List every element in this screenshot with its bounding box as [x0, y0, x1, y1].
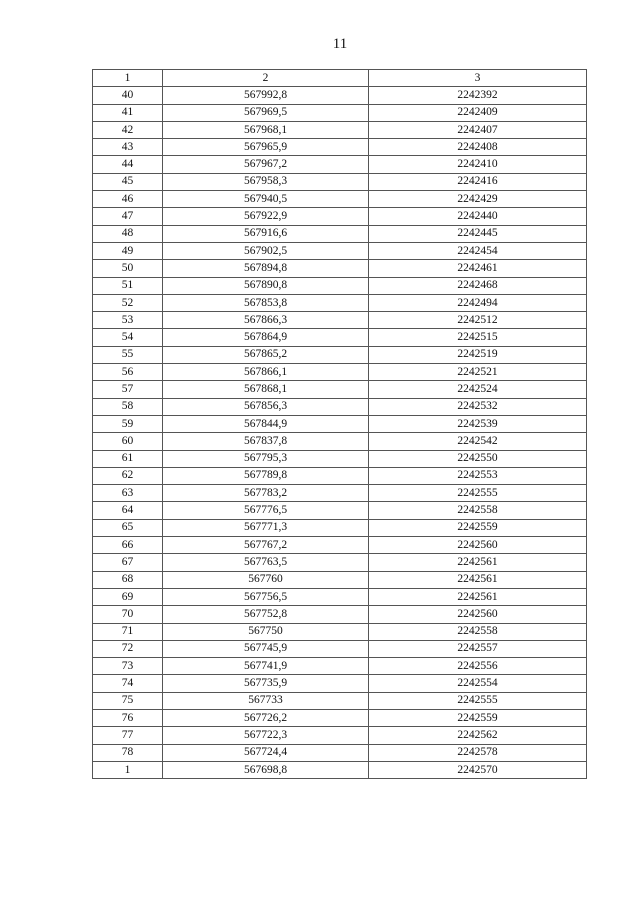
point-number-cell: 40: [93, 87, 163, 104]
table-row: [93, 450, 587, 467]
table-row: [93, 104, 587, 121]
table-row: [93, 398, 587, 415]
y-coordinate-cell: 2242416: [369, 173, 587, 190]
point-number-cell: 1: [93, 761, 163, 778]
point-number-cell: 60: [93, 433, 163, 450]
point-number-cell: 63: [93, 485, 163, 502]
point-number-cell: 56: [93, 364, 163, 381]
table-row: [93, 519, 587, 536]
point-number-cell: 75: [93, 692, 163, 709]
table-row: [93, 156, 587, 173]
x-coordinate-cell: 567756,5: [163, 588, 369, 605]
table-row: [93, 588, 587, 605]
y-coordinate-cell: 2242461: [369, 260, 587, 277]
point-number-cell: 57: [93, 381, 163, 398]
y-coordinate-cell: 2242468: [369, 277, 587, 294]
x-coordinate-cell: 567783,2: [163, 485, 369, 502]
table-row: [93, 364, 587, 381]
x-coordinate-cell: 567698,8: [163, 761, 369, 778]
x-coordinate-cell: 567958,3: [163, 173, 369, 190]
table-row: [93, 537, 587, 554]
x-coordinate-cell: 567922,9: [163, 208, 369, 225]
table-row: [93, 173, 587, 190]
y-coordinate-cell: 2242494: [369, 294, 587, 311]
table-row: [93, 675, 587, 692]
table-row: [93, 433, 587, 450]
point-number-cell: 64: [93, 502, 163, 519]
y-coordinate-cell: 2242561: [369, 588, 587, 605]
x-coordinate-cell: 567967,2: [163, 156, 369, 173]
point-number-cell: 67: [93, 554, 163, 571]
x-coordinate-cell: 567940,5: [163, 191, 369, 208]
y-coordinate-cell: 2242407: [369, 121, 587, 138]
x-coordinate-cell: 567741,9: [163, 658, 369, 675]
table-row: [93, 502, 587, 519]
y-coordinate-cell: 2242521: [369, 364, 587, 381]
y-coordinate-cell: 2242562: [369, 727, 587, 744]
table-header-row: [93, 70, 587, 87]
y-coordinate-cell: 2242555: [369, 485, 587, 502]
page-number: 11: [332, 36, 348, 52]
table-row: [93, 312, 587, 329]
point-number-cell: 43: [93, 139, 163, 156]
y-coordinate-cell: 2242542: [369, 433, 587, 450]
point-number-cell: 41: [93, 104, 163, 121]
y-coordinate-cell: 2242550: [369, 450, 587, 467]
x-coordinate-cell: 567866,1: [163, 364, 369, 381]
x-coordinate-cell: 567992,8: [163, 87, 369, 104]
table-row: [93, 485, 587, 502]
x-coordinate-cell: 567795,3: [163, 450, 369, 467]
x-coordinate-cell: 567890,8: [163, 277, 369, 294]
y-coordinate-cell: 2242454: [369, 242, 587, 259]
y-coordinate-cell: 2242558: [369, 502, 587, 519]
y-coordinate-cell: 2242532: [369, 398, 587, 415]
y-coordinate-cell: 2242559: [369, 709, 587, 726]
x-coordinate-cell: 567853,8: [163, 294, 369, 311]
table-row: [93, 415, 587, 432]
x-coordinate-cell: 567864,9: [163, 329, 369, 346]
table-row: [93, 658, 587, 675]
y-coordinate-cell: 2242440: [369, 208, 587, 225]
x-coordinate-cell: 567837,8: [163, 433, 369, 450]
table-row: [93, 744, 587, 761]
y-coordinate-cell: 2242559: [369, 519, 587, 536]
x-coordinate-cell: 567767,2: [163, 537, 369, 554]
y-coordinate-cell: 2242561: [369, 554, 587, 571]
y-coordinate-cell: 2242539: [369, 415, 587, 432]
x-coordinate-cell: 567916,6: [163, 225, 369, 242]
table-row: [93, 242, 587, 259]
x-coordinate-cell: 567865,2: [163, 346, 369, 363]
point-number-cell: 55: [93, 346, 163, 363]
y-coordinate-cell: 2242560: [369, 537, 587, 554]
point-number-cell: 66: [93, 537, 163, 554]
point-number-cell: 53: [93, 312, 163, 329]
x-coordinate-cell: 567894,8: [163, 260, 369, 277]
x-coordinate-cell: 567750: [163, 623, 369, 640]
point-number-cell: 48: [93, 225, 163, 242]
table-row: [93, 260, 587, 277]
y-coordinate-cell: 2242570: [369, 761, 587, 778]
point-number-cell: 77: [93, 727, 163, 744]
table-row: [93, 606, 587, 623]
x-coordinate-cell: 567776,5: [163, 502, 369, 519]
x-coordinate-cell: 567844,9: [163, 415, 369, 432]
point-number-cell: 69: [93, 588, 163, 605]
table-row: [93, 381, 587, 398]
x-coordinate-cell: 567856,3: [163, 398, 369, 415]
table-row: [93, 571, 587, 588]
table-row: [93, 294, 587, 311]
x-coordinate-cell: 567902,5: [163, 242, 369, 259]
x-coordinate-cell: 567752,8: [163, 606, 369, 623]
y-coordinate-cell: 2242560: [369, 606, 587, 623]
y-coordinate-cell: 2242445: [369, 225, 587, 242]
y-coordinate-cell: 2242409: [369, 104, 587, 121]
y-coordinate-cell: 2242557: [369, 640, 587, 657]
x-coordinate-cell: 567760: [163, 571, 369, 588]
y-coordinate-cell: 2242519: [369, 346, 587, 363]
table-row: [93, 191, 587, 208]
point-number-cell: 59: [93, 415, 163, 432]
y-coordinate-cell: 2242558: [369, 623, 587, 640]
table-row: [93, 640, 587, 657]
point-number-cell: 73: [93, 658, 163, 675]
header-cell-1: 1: [93, 70, 163, 87]
point-number-cell: 50: [93, 260, 163, 277]
y-coordinate-cell: 2242553: [369, 467, 587, 484]
table-row: [93, 329, 587, 346]
x-coordinate-cell: 567789,8: [163, 467, 369, 484]
x-coordinate-cell: 567735,9: [163, 675, 369, 692]
table-body: [93, 87, 587, 779]
point-number-cell: 51: [93, 277, 163, 294]
y-coordinate-cell: 2242561: [369, 571, 587, 588]
y-coordinate-cell: 2242392: [369, 87, 587, 104]
point-number-cell: 72: [93, 640, 163, 657]
table-row: [93, 121, 587, 138]
y-coordinate-cell: 2242410: [369, 156, 587, 173]
y-coordinate-cell: 2242524: [369, 381, 587, 398]
x-coordinate-cell: 567722,3: [163, 727, 369, 744]
x-coordinate-cell: 567726,2: [163, 709, 369, 726]
point-number-cell: 47: [93, 208, 163, 225]
table-row: [93, 87, 587, 104]
point-number-cell: 54: [93, 329, 163, 346]
header-cell-3: 3: [369, 70, 587, 87]
point-number-cell: 62: [93, 467, 163, 484]
table-row: [93, 139, 587, 156]
point-number-cell: 49: [93, 242, 163, 259]
y-coordinate-cell: 2242555: [369, 692, 587, 709]
point-number-cell: 76: [93, 709, 163, 726]
table-row: [93, 692, 587, 709]
x-coordinate-cell: 567868,1: [163, 381, 369, 398]
table-row: [93, 623, 587, 640]
x-coordinate-cell: 567771,3: [163, 519, 369, 536]
x-coordinate-cell: 567724,4: [163, 744, 369, 761]
point-number-cell: 78: [93, 744, 163, 761]
table-row: [93, 761, 587, 778]
table-row: [93, 346, 587, 363]
point-number-cell: 52: [93, 294, 163, 311]
x-coordinate-cell: 567733: [163, 692, 369, 709]
x-coordinate-cell: 567763,5: [163, 554, 369, 571]
point-number-cell: 44: [93, 156, 163, 173]
point-number-cell: 45: [93, 173, 163, 190]
point-number-cell: 70: [93, 606, 163, 623]
point-number-cell: 65: [93, 519, 163, 536]
coordinates-table: [92, 69, 587, 779]
x-coordinate-cell: 567745,9: [163, 640, 369, 657]
x-coordinate-cell: 567965,9: [163, 139, 369, 156]
point-number-cell: 42: [93, 121, 163, 138]
header-cell-2: 2: [163, 70, 369, 87]
y-coordinate-cell: 2242429: [369, 191, 587, 208]
table-row: [93, 467, 587, 484]
x-coordinate-cell: 567969,5: [163, 104, 369, 121]
table-row: [93, 277, 587, 294]
y-coordinate-cell: 2242515: [369, 329, 587, 346]
y-coordinate-cell: 2242408: [369, 139, 587, 156]
point-number-cell: 58: [93, 398, 163, 415]
x-coordinate-cell: 567866,3: [163, 312, 369, 329]
y-coordinate-cell: 2242556: [369, 658, 587, 675]
y-coordinate-cell: 2242512: [369, 312, 587, 329]
point-number-cell: 71: [93, 623, 163, 640]
table-row: [93, 554, 587, 571]
y-coordinate-cell: 2242554: [369, 675, 587, 692]
point-number-cell: 46: [93, 191, 163, 208]
point-number-cell: 74: [93, 675, 163, 692]
x-coordinate-cell: 567968,1: [163, 121, 369, 138]
point-number-cell: 61: [93, 450, 163, 467]
table-row: [93, 208, 587, 225]
table-row: [93, 709, 587, 726]
point-number-cell: 68: [93, 571, 163, 588]
y-coordinate-cell: 2242578: [369, 744, 587, 761]
table-row: [93, 225, 587, 242]
table-row: [93, 727, 587, 744]
